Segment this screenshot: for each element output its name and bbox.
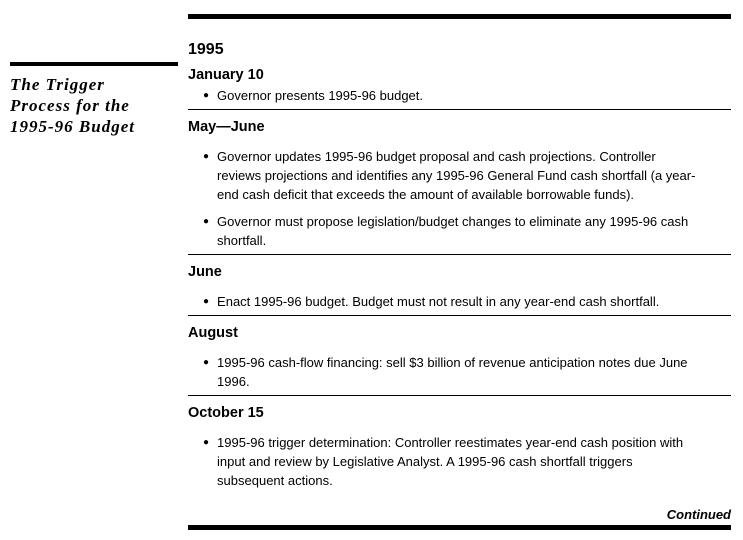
event-list: [188, 292, 731, 311]
bottom-rule: [188, 525, 731, 530]
event-item: [188, 86, 731, 105]
event-list: [188, 147, 731, 250]
section-heading: June: [188, 264, 222, 280]
year-heading: 1995: [188, 41, 224, 58]
event-item: [188, 433, 731, 490]
event-text: Enact 1995-96 budget. Budget must not result in any year-end cash shortfall.: [217, 294, 660, 309]
sidebar-title-line: 1995-96 Budget: [10, 117, 135, 136]
bullet-icon: ●: [203, 296, 210, 307]
event-text: 1995-96 cash-flow financing: sell $3 billion of revenue anticipation notes due June 1996.: [217, 355, 688, 389]
sidebar-title-line: Process for the: [10, 96, 130, 115]
timeline-section-june: [188, 265, 731, 316]
section-heading: May—June: [188, 119, 265, 135]
sidebar-title: [10, 74, 178, 137]
event-list: [188, 433, 731, 490]
timeline-section-august: [188, 326, 731, 396]
section-heading: August: [188, 325, 238, 341]
event-list: [188, 353, 731, 391]
section-heading: October 15: [188, 405, 264, 421]
timeline-section-may-june: [188, 120, 731, 255]
bullet-icon: ●: [203, 357, 210, 368]
event-item: [188, 147, 731, 204]
section-divider: [188, 109, 731, 110]
sidebar-rule: [10, 62, 178, 66]
continued-label: Continued: [666, 507, 731, 522]
margin-note: [10, 62, 178, 137]
event-item: [188, 212, 731, 250]
section-divider: [188, 315, 731, 316]
timeline-section-october: [188, 406, 731, 490]
bullet-icon: ●: [203, 151, 210, 162]
event-text: Governor must propose legislation/budget changes to eliminate any 1995-96 cash shortfall.: [217, 214, 689, 248]
event-item: [188, 353, 731, 391]
bullet-icon: ●: [203, 90, 210, 101]
timeline-section-january: [188, 68, 731, 110]
bullet-icon: ●: [203, 216, 210, 227]
event-text: Governor presents 1995-96 budget.: [217, 88, 424, 103]
timeline-column: [188, 14, 731, 530]
bullet-icon: ●: [203, 437, 210, 448]
section-divider: [188, 395, 731, 396]
section-heading: January 10: [188, 67, 264, 83]
event-list: [188, 86, 731, 105]
sidebar-title-line: The Trigger: [10, 75, 105, 94]
event-text: Governor updates 1995-96 budget proposal and cash projections. Controller reviews projections and identifies any 1995-96 General Fund cash shortfall (a year-end cash deficit that exceeds the amount of available borrowable funds).: [217, 149, 696, 202]
top-rule: [188, 14, 731, 19]
event-text: 1995-96 trigger determination: Controller reestimates year-end cash position with input and review by Legislative Analyst. A 1995-96 cash shortfall triggers subsequent actions.: [217, 435, 684, 488]
event-item: [188, 292, 731, 311]
section-divider: [188, 254, 731, 255]
